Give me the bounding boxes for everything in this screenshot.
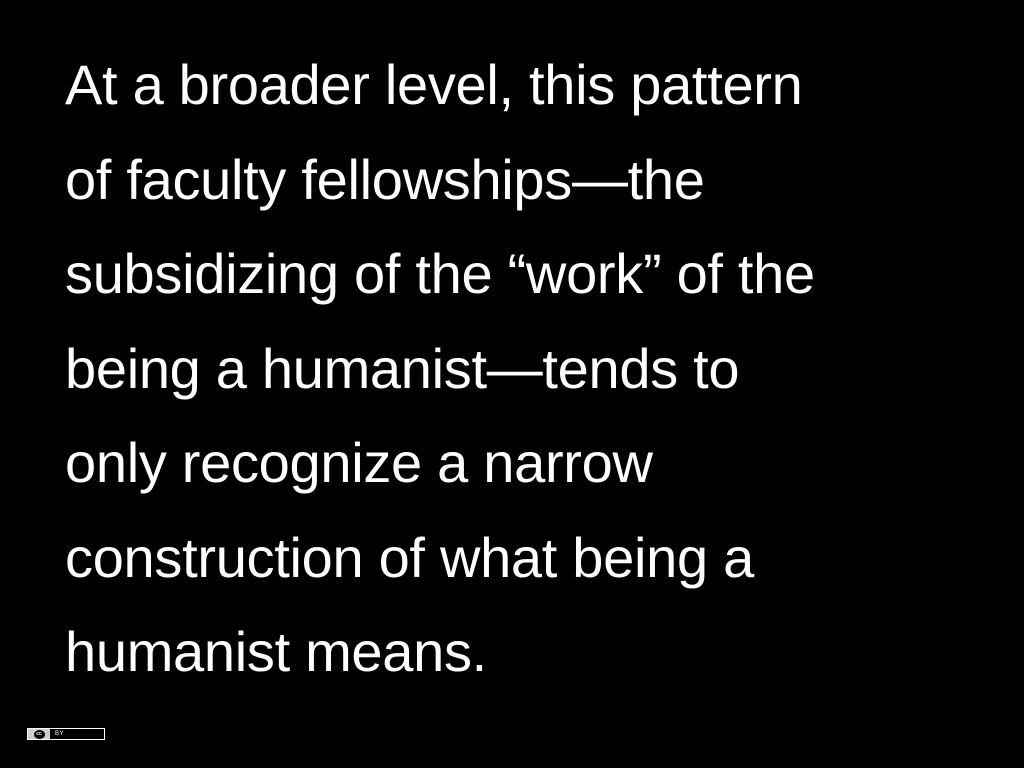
quote-line: At a broader level, this pattern <box>65 53 803 116</box>
quote-line: subsidizing of the “work” of the <box>65 242 815 305</box>
quote-line: only recognize a narrow <box>65 431 653 494</box>
cc-by-license-badge <box>27 728 105 740</box>
quote-line: of faculty fellowships—the <box>65 147 705 211</box>
quote-line: humanist means. <box>65 620 487 683</box>
quote-text <box>65 38 1005 700</box>
quote-line: construction of what being a <box>65 525 754 589</box>
creative-commons-icon <box>28 729 50 739</box>
quote-line: being a humanist—tends to <box>65 336 740 400</box>
cc-label: cc <box>34 730 45 739</box>
by-label: BY <box>55 731 65 737</box>
